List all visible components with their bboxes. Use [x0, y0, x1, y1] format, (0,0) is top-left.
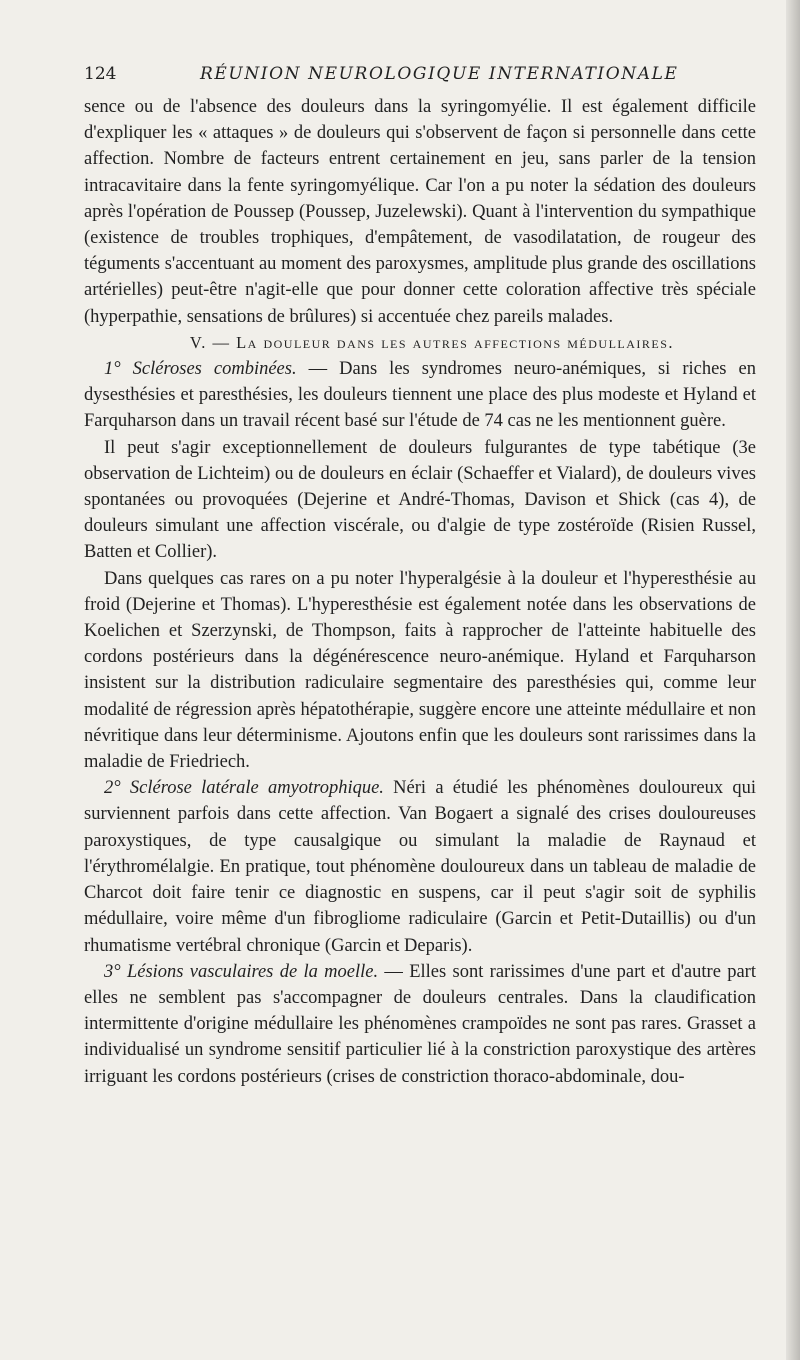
page-number: 124: [84, 64, 117, 84]
paragraph: Dans quelques cas rares on a pu noter l'hyperalgésie à la douleur et l'hyperesthésie au froid (Dejerine et Thomas). L'hyperesthésie est également notée dans les observations de Koelichen et Szerzynski, de Thompson, faits à rapprocher de l'atteinte habituelle des cordons postérieurs dans la dégénérescence neuro-anémique. Hyland et Farquharson insistent sur la distribution radiculaire segmentaire des paresthésies qui, comme leur modalité de régression après hépatothérapie, suggère encore une atteinte médullaire et non névritique dans leur déterminisme. Ajoutons enfin que les douleurs sont rarissimes dans la maladie de Friedriech.: [84, 568, 756, 773]
subsection-text: — Dans les syndromes neuro-anémiques, si riches en dysesthésies et paresthésies, les douleurs tiennent une place des plus modeste et Hyland et Farquharson dans un travail récent basé sur l'étude de 74 cas ne les mentionnent guère.: [84, 359, 756, 432]
section-heading: V. — La douleur dans les autres affections médullaires.: [189, 332, 675, 352]
subsection-text: Néri a étudié les phénomènes douloureux qui surviennent parfois dans cette affection. Van Bogaert a signalé des crises douloureuses paroxystiques, de type causalgique ou simulant la maladie de Raynaud et l'érythromélalgie. En pratique, tout phénomène douloureux dans un tableau de maladie de Charcot doit faire tenir ce diagnostic en suspens, car il peut s'agir soit de syphilis médullaire, voire même d'un fibrogliome radiculaire (Garcin et Petit-Dutaillis) ou d'un rhumatisme vertébral chronique (Garcin et Deparis).: [84, 778, 756, 956]
subsection-vascular-lesions: [84, 959, 756, 1090]
subsection-combined-sclerosis: [84, 356, 756, 435]
page-header: [84, 64, 764, 88]
paragraph-continuation: sence ou de l'absence des douleurs dans la syringomyélie. Il est également difficile d'expliquer les « attaques » de douleurs qui s'observent de façon si personnelle dans cette affection. Nombre de facteurs entrent certainement en jeu, sans parler de la tension intracavitaire dans la fente syringomyélique. Car l'on a pu noter la sédation des douleurs après l'opération de Poussep (Poussep, Juzelewski). Quant à l'intervention du sympathique (existence de troubles trophiques, d'empâtement, de vasodilatation, de rougeur des téguments s'accentuant au moment des paroxysmes, amplitude plus grande des oscillations artérielles) peut-être n'agit-elle que pour donner cette coloration affective très spéciale (hyperpathie, sensations de brûlures) si accentuée chez pareils malades.: [84, 97, 756, 327]
subsection-als: [84, 775, 756, 958]
subsection-lead: 2° Sclérose latérale amyotrophique.: [104, 778, 384, 799]
subsection-lead: 1° Scléroses combinées.: [104, 359, 297, 380]
subsection-lead: 3° Lésions vasculaires de la moelle.: [104, 961, 379, 982]
running-title: RÉUNION NEUROLOGIQUE INTERNATIONALE: [200, 64, 679, 84]
page-edge-shadow: [786, 0, 800, 1360]
paragraph: Il peut s'agir exceptionnellement de douleurs fulgurantes de type tabétique (3e observation de Lichteim) ou de douleurs en éclair (Schaeffer et Vialard), de douleurs vives spontanées ou provoquées (Dejerine et André-Thomas, Davison et Shick (cas 4), de douleurs simulant une affection viscérale, ou d'algie de type zostéroïde (Risien Russel, Batten et Collier).: [84, 437, 756, 563]
page-body: [84, 94, 756, 1090]
subsection-text: — Elles sont rarissimes d'une part et d'autre part elles ne semblent pas s'accompagner de douleurs centrales. Dans la claudification intermittente d'origine médullaire les phénomènes crampoïdes ne sont pas rares. Grasset a individualisé un syndrome sensitif particulier lié à la constriction paroxystique des artères irriguant les cordons postérieurs (crises de constriction thoraco-abdominale, dou-: [84, 961, 756, 1087]
